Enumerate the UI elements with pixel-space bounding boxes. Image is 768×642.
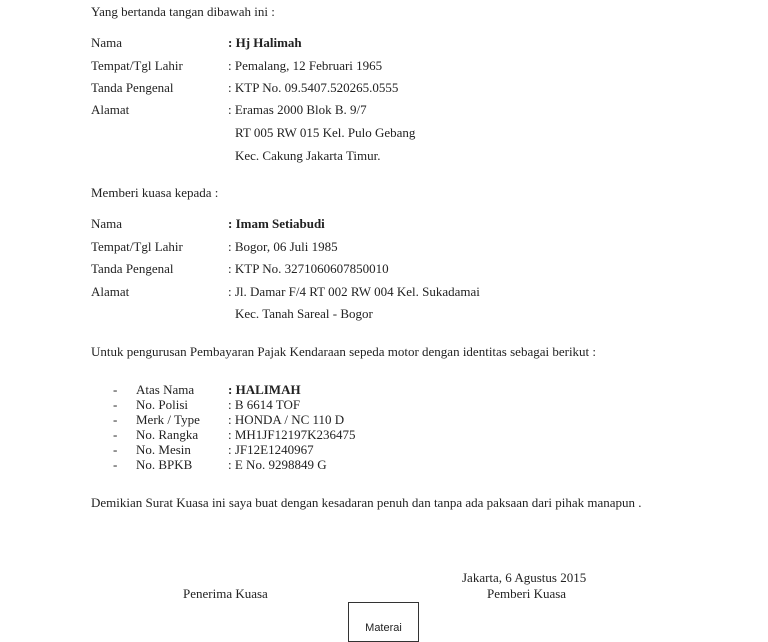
- giver-address-value: : Eramas 2000 Blok B. 9/7: [228, 102, 367, 117]
- delegation-text: Memberi kuasa kepada :: [91, 185, 219, 200]
- stamp-box: [348, 602, 419, 642]
- vehicle-bpkb-label: No. BPKB: [136, 457, 193, 472]
- receiver-name-value: : Imam Setiabudi: [228, 216, 325, 231]
- vehicle-bpkb-value: : E No. 9298849 G: [228, 457, 327, 472]
- giver-name-value: : Hj Halimah: [228, 35, 302, 50]
- giver-signature-label: Pemberi Kuasa: [487, 586, 567, 601]
- vehicle-owner-value: : HALIMAH: [228, 382, 301, 397]
- vehicle-brand-label: Merk / Type: [136, 412, 200, 427]
- vehicle-dash: -: [113, 442, 118, 457]
- giver-birth-label: Tempat/Tgl Lahir: [91, 58, 183, 73]
- vehicle-brand-value: : HONDA / NC 110 D: [228, 412, 345, 427]
- giver-id-value: : KTP No. 09.5407.520265.0555: [228, 80, 399, 95]
- giver-id-label: Tanda Pengenal: [91, 80, 174, 95]
- vehicle-frame-value: : MH1JF12197K236475: [228, 427, 356, 442]
- vehicle-dash: -: [113, 412, 118, 427]
- vehicle-owner-label: Atas Nama: [136, 382, 195, 397]
- receiver-id-value: : KTP No. 3271060607850010: [228, 261, 389, 276]
- vehicle-engine-label: No. Mesin: [136, 442, 191, 457]
- receiver-signature-label: Penerima Kuasa: [183, 586, 268, 601]
- signature-place-date: Jakarta, 6 Agustus 2015: [462, 570, 587, 585]
- vehicle-frame-label: No. Rangka: [136, 427, 199, 442]
- giver-address-line2: RT 005 RW 015 Kel. Pulo Gebang: [235, 125, 416, 140]
- giver-name-label: Nama: [91, 35, 123, 50]
- vehicle-dash: -: [113, 427, 118, 442]
- giver-address-line3: Kec. Cakung Jakarta Timur.: [235, 148, 381, 163]
- vehicle-plate-label: No. Polisi: [136, 397, 189, 412]
- vehicle-dash: -: [113, 397, 118, 412]
- vehicle-plate-value: : B 6614 TOF: [228, 397, 301, 412]
- receiver-address-label: Alamat: [91, 284, 130, 299]
- vehicle-engine-value: : JF12E1240967: [228, 442, 314, 457]
- receiver-id-label: Tanda Pengenal: [91, 261, 174, 276]
- vehicle-dash: -: [113, 457, 118, 472]
- receiver-address-line2: Kec. Tanah Sareal - Bogor: [235, 306, 373, 321]
- receiver-birth-value: : Bogor, 06 Juli 1985: [228, 239, 338, 254]
- receiver-name-label: Nama: [91, 216, 123, 231]
- closing-paragraph: Demikian Surat Kuasa ini saya buat dengan kesadaran penuh dan tanpa ada paksaan dari pihak manapun .: [91, 495, 642, 510]
- giver-birth-value: : Pemalang, 12 Februari 1965: [228, 58, 383, 73]
- receiver-birth-label: Tempat/Tgl Lahir: [91, 239, 183, 254]
- vehicle-dash: -: [113, 382, 118, 397]
- stamp-label: Materai: [365, 622, 402, 634]
- purpose-text: Untuk pengurusan Pembayaran Pajak Kendaraan sepeda motor dengan identitas sebagai berikut :: [91, 344, 597, 359]
- receiver-address-value: : Jl. Damar F/4 RT 002 RW 004 Kel. Sukadamai: [228, 284, 480, 299]
- intro-text: Yang bertanda tangan dibawah ini :: [91, 4, 275, 19]
- giver-address-label: Alamat: [91, 102, 130, 117]
